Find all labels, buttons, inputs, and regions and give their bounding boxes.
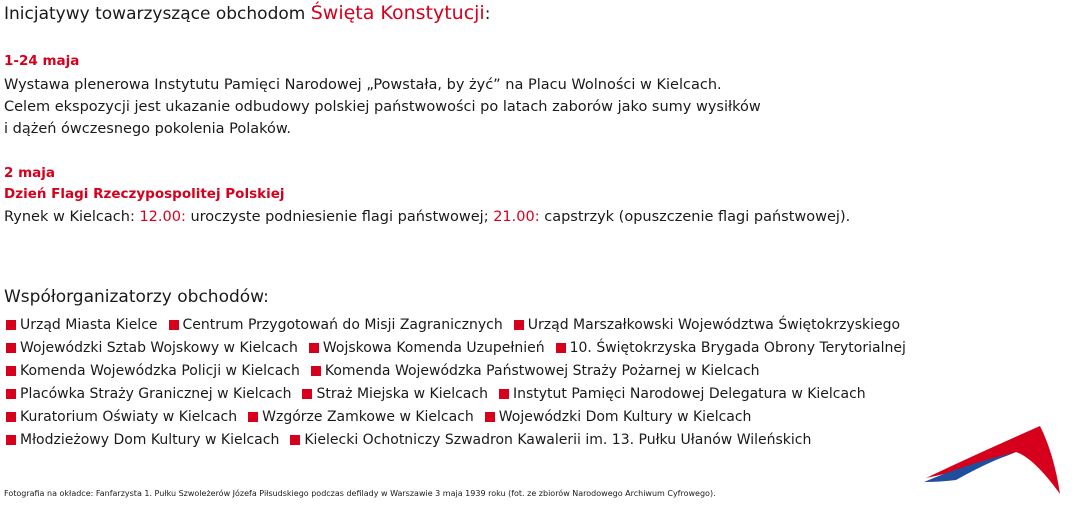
coorganizer-name: Urząd Marszałkowski Województwa Świętokrzyskiego [527, 317, 901, 333]
bullet-square-icon [311, 366, 321, 376]
event1-description [4, 74, 761, 140]
coorganizer-item [169, 314, 503, 337]
bullet-square-icon [248, 412, 258, 422]
coorganizer-name: Urząd Miasta Kielce [20, 317, 158, 333]
bullet-square-icon [499, 389, 509, 399]
coorganizer-row [6, 337, 1006, 360]
coorganizer-name: Wojewódzki Sztab Wojskowy w Kielcach [20, 340, 298, 356]
coorganizer-name: Centrum Przygotowań do Misji Zagranicznych [182, 317, 503, 333]
bullet-square-icon [6, 343, 16, 353]
coorganizer-item [6, 337, 298, 360]
coorganizer-name: Placówka Straży Granicznej w Kielcach [20, 386, 292, 402]
coorganizer-item [6, 360, 300, 383]
event2-description [4, 206, 850, 228]
event1-line: Celem ekspozycji jest ukazanie odbudowy polskiej państwowości po latach zaborów jako sumy wysiłków [4, 99, 761, 115]
coorganizer-name: Komenda Wojewódzka Państwowej Straży Pożarnej w Kielcach [324, 363, 760, 379]
coorganizer-item [485, 406, 752, 429]
coorganizer-item [309, 337, 545, 360]
page-heading [4, 2, 490, 24]
coorganizer-item [6, 314, 158, 337]
coorganizer-name: Instytut Pamięci Narodowej Delegatura w Kielcach [512, 386, 866, 402]
bullet-square-icon [302, 389, 312, 399]
photo-caption: Fotografia na okładce: Fanfarzysta 1. Pułku Szwoleżerów Józefa Piłsudskiego podczas defilady w Warszawie 3 maja 1939 roku (fot. ze zbiorów Narodowego Archiwum Cyfrowego). [4, 489, 716, 498]
bullet-square-icon [556, 343, 566, 353]
event2-title: Dzień Flagi Rzeczypospolitej Polskiej [4, 186, 285, 202]
event2-place: Rynek w Kielcach: [4, 209, 140, 225]
event1-date: 1-24 maja [4, 53, 80, 69]
bullet-square-icon [6, 435, 16, 445]
coorganizer-item [6, 383, 291, 406]
coorganizer-row [6, 383, 1006, 406]
coorganizer-item [514, 314, 900, 337]
coorganizer-name: Wojewódzki Dom Kultury w Kielcach [498, 409, 752, 425]
bullet-square-icon [290, 435, 300, 445]
event2-time-2: 21.00: [493, 209, 540, 225]
coorganizer-row [6, 360, 1006, 383]
coorganizer-item [556, 337, 906, 360]
event2-time-1: 12.00: [139, 209, 186, 225]
coorganizer-row [6, 429, 1006, 452]
coorganizer-item [6, 429, 279, 452]
coorganizer-name: Kuratorium Oświaty w Kielcach [20, 409, 238, 425]
coorganizer-name: Wojskowa Komenda Uzupełnień [322, 340, 545, 356]
coorganizer-item [248, 406, 474, 429]
bullet-square-icon [485, 412, 495, 422]
bullet-square-icon [514, 320, 524, 330]
bullet-square-icon [169, 320, 179, 330]
coorganizer-item [6, 406, 237, 429]
coorganizer-name: Straż Miejska w Kielcach [316, 386, 488, 402]
event1-line: Wystawa plenerowa Instytutu Pamięci Narodowej „Powstała, by żyć” na Placu Wolności w Kielcach. [4, 77, 722, 93]
coorganizers-heading: Współorganizatorzy obchodów: [4, 287, 269, 307]
heading-accent: Święta Konstytucji [310, 2, 485, 24]
coorganizer-name: Wzgórze Zamkowe w Kielcach [262, 409, 474, 425]
event2-desc-1: uroczyste podniesienie flagi państwowej; [185, 209, 494, 225]
coorganizer-item [311, 360, 760, 383]
heading-prefix: Inicjatywy towarzyszące obchodom [4, 4, 311, 24]
coorganizer-name: Kielecki Ochotniczy Szwadron Kawalerii im. 13. Pułku Ułanów Wileńskich [304, 432, 812, 448]
coorganizer-item [302, 383, 488, 406]
bullet-square-icon [6, 389, 16, 399]
coorganizer-row [6, 406, 1006, 429]
coorganizer-name: 10. Świętokrzyska Brygada Obrony Terytorialnej [569, 340, 906, 356]
coorganizer-item [290, 429, 811, 452]
bullet-square-icon [309, 343, 319, 353]
coorganizer-row [6, 314, 1006, 337]
coorganizer-name: Młodzieżowy Dom Kultury w Kielcach [20, 432, 280, 448]
bullet-square-icon [6, 366, 16, 376]
bullet-square-icon [6, 412, 16, 422]
event2-date: 2 maja [4, 165, 56, 181]
coorganizers-list [6, 314, 1006, 452]
event2-desc-2: capstrzyk (opuszczenie flagi państwowej). [539, 209, 851, 225]
coorganizer-item [499, 383, 866, 406]
tent-logo-icon [922, 420, 1062, 496]
heading-suffix: : [484, 4, 491, 24]
event1-line: i dążeń ówczesnego pokolenia Polaków. [4, 121, 292, 137]
bullet-square-icon [6, 320, 16, 330]
coorganizer-name: Komenda Wojewódzka Policji w Kielcach [20, 363, 300, 379]
